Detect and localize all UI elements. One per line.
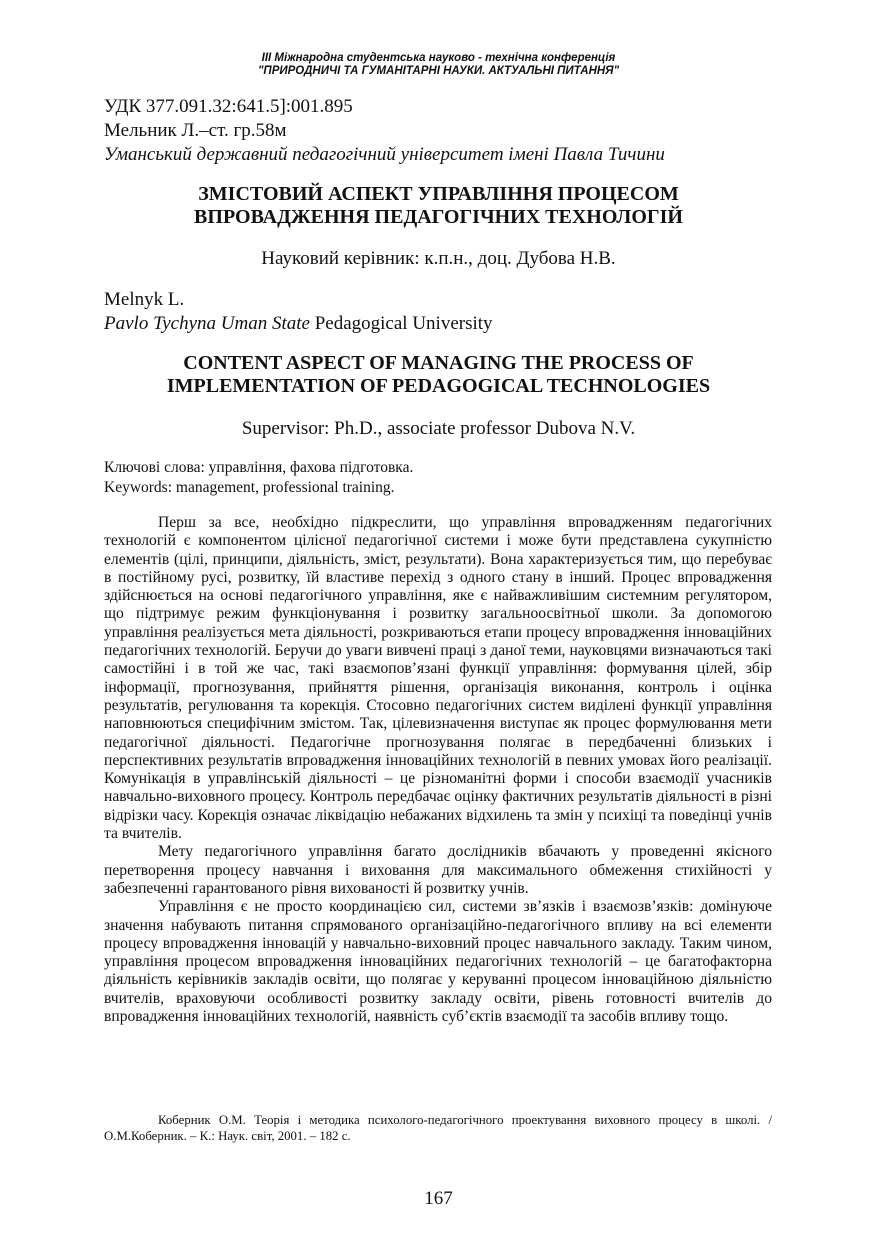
author-ua: Мельник Л.–ст. гр.58м xyxy=(104,120,287,141)
author-en: Melnyk L. xyxy=(104,289,185,310)
reference-entry: Коберник О.М. Теорія і методика психолого-педагогічного проектування виховного процесу в школі. / О.М.Коберник. – К.: Наук. світ, 2001. – 182 с. xyxy=(104,1113,772,1143)
keywords-ua: Ключові слова: управління, фахова підготовка. xyxy=(104,459,414,476)
title-en-line1: CONTENT ASPECT OF MANAGING THE PROCESS OF xyxy=(183,352,694,374)
article-body xyxy=(104,514,772,1026)
page-number: 167 xyxy=(424,1188,453,1209)
paragraph-1: Перш за все, необхідно підкреслити, що управління впровадженням педагогічних технологій є компонентом цілісної педагогічної системи і може бути представлена сукупністю елементів (цілі, принципи, діяльність, зміст, результати). Вона характеризується тим, що перебуває в постійному русі, розвитку, їй властиве перехід з одного стану в інший. Процес впровадження здійснюється на основі педагогічного управління, яке є найважливішим системним регулятором, що підтримує режим функціонування і розвитку загальноосвітньої школи. За допомогою управління реалізується мета діяльності, розкриваються етапи процесу впровадження інноваційних педагогічних технологій. Беручи до уваги вивчені праці з даної теми, науковцями визначаються такі самостійні і в той же час, такі взаємопов’язані функції управління: формування цілей, збір інформації, прогнозування, прийняття рішення, організація виконання, контроль і оцінка результатів, регулювання та корекція. Стосовно педагогічних систем виділені функції управління наповнюються специфічним змістом. Так, цілевизначення виступає як процес формулювання мети педагогічної діяльності. Педагогічне прогнозування полягає в передбаченні близьких і перспективних результатів впровадження інноваційних технологій в певних умовах його реалізації. Комунікація в управлінській діяльності – це різноманітні форми і способи взаємодії учасників навчально-виховного процесу. Контроль передбачає оцінку фактичних результатів діяльності в різні відрізки часу. Корекція означає ліквідацію небажаних відхилень та змін у психіці та поведінці учнів та вчителів. xyxy=(104,514,772,843)
paragraph-3: Управління є не просто координацією сил, системи зв’язків і взаємозв’язків: домінуюче значення набувають питання спрямованого організаційно-педагогічного впливу на всі елементи процесу впровадження інновацій у навчально-виховний процес навчального закладу. Таким чином, управління процесом впровадження інноваційних педагогічних технологій – це багатофакторна діяльність керівників закладів освіти, що полягає у керуванні процесом інноваційною діяльністю вчителів, враховуючи особливості розвитку закладу освіти, рівень готовності вчителів до впровадження інноваційних технологій, наявність суб’єктів взаємодії та засобів впливу тощо. xyxy=(104,898,772,1026)
paragraph-2: Мету педагогічного управління багато дослідників вбачають у проведенні якісного перетворення процесу навчання і виховання для максимального обмеження стихійності у забезпеченні гарантованого рівня вихованості й розвитку учнів. xyxy=(104,843,772,897)
title-en-line2: IMPLEMENTATION OF PEDAGOGICAL TECHNOLOGIES xyxy=(166,375,711,397)
affiliation-en: Pavlo Tychyna Uman State Pedagogical University xyxy=(104,313,493,334)
conference-title: ІІІ Міжнародна студентська науково - технічна конференція xyxy=(261,52,616,64)
supervisor-en: Supervisor: Ph.D., associate professor Dubova N.V. xyxy=(241,418,636,439)
udc-code: УДК 377.091.32:641.5]:001.895 xyxy=(104,96,353,117)
title-ua-line1: ЗМІСТОВИЙ АСПЕКТ УПРАВЛІННЯ ПРОЦЕСОМ xyxy=(198,183,679,205)
conference-header xyxy=(0,52,877,78)
title-en xyxy=(0,352,877,398)
title-ua-line2: ВПРОВАДЖЕННЯ ПЕДАГОГІЧНИХ ТЕХНОЛОГІЙ xyxy=(194,206,683,228)
supervisor-ua: Науковий керівник: к.п.н., доц. Дубова Н.В. xyxy=(261,248,616,269)
conference-theme: "ПРИРОДНИЧІ ТА ГУМАНІТАРНІ НАУКИ. АКТУАЛЬНІ ПИТАННЯ" xyxy=(257,65,620,77)
keywords-en: Keywords: management, professional training. xyxy=(104,479,395,496)
title-ua xyxy=(0,183,877,229)
affiliation-ua: Уманський державний педагогічний університет імені Павла Тичини xyxy=(104,144,665,165)
